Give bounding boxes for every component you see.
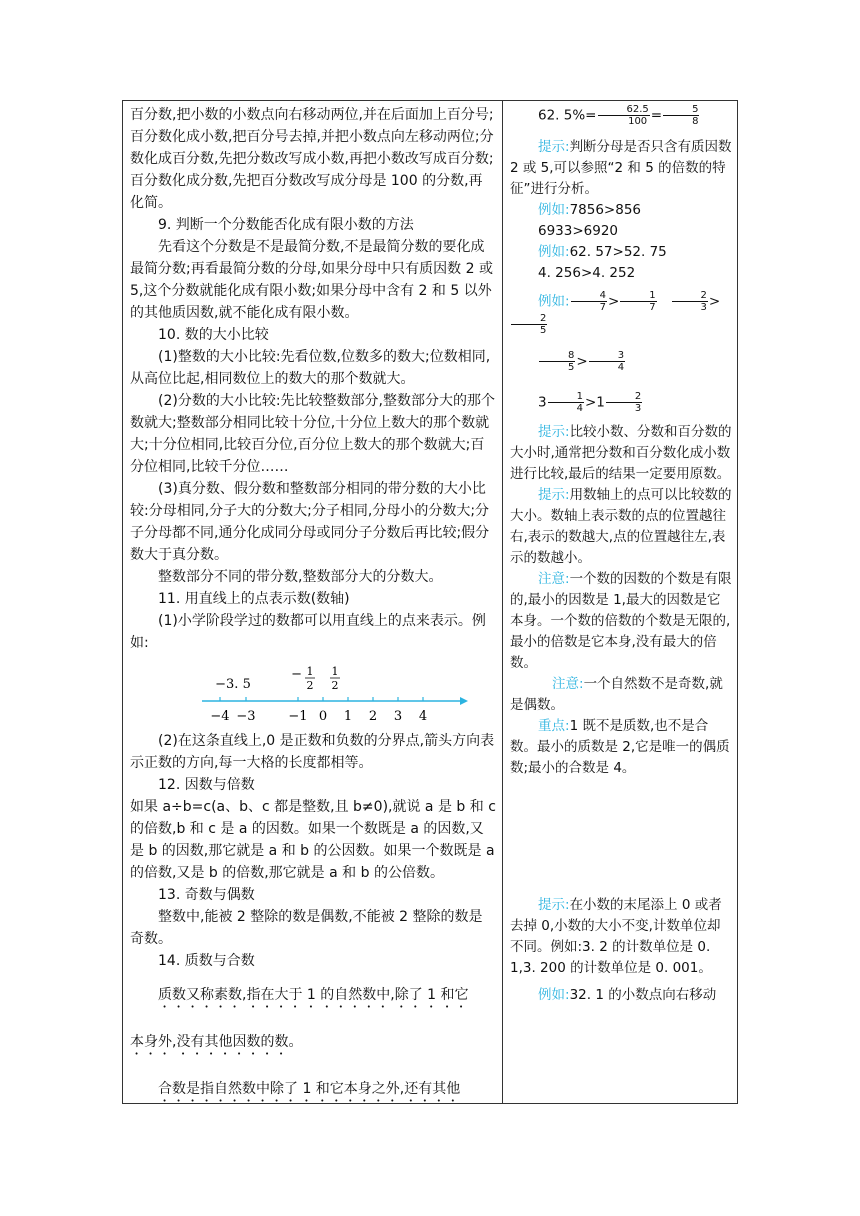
label-half-den-b: 2 [331,679,339,692]
paragraph-11-2: (2)在这条直线上,0 是正数和负数的分界点,箭头方向表示正数的方向,每一大格的长度都相等。 [130,733,495,771]
label-neg-3-5: −3. 5 [215,677,251,692]
paragraph-10-3: (3)真分数、假分数和整数部分相同的带分数的大小比较:分母相同,分子大的分数大;分子相同,分母小的分数大;分子分母都不同,通分化成同分母或同分子分数后再比较;假分数大于真分数。 [130,481,490,563]
example-decimals: 例如:62. 57>52. 75 [538,244,667,260]
label-half-num-a: 1 [306,665,314,678]
svg-text:1: 1 [343,709,353,724]
svg-text:2: 2 [368,709,378,724]
paragraph-14-composite: 合数是指自然数中除了 1 和它本身之外,还有其他 [158,1081,461,1097]
label-half-num-b: 1 [331,665,339,678]
example-fractions: 例如: $\frac{4}{7}$ > $\frac{1}{7}$ $\frac{2}{3}$ > $\frac{2}{5}$ [510,290,732,336]
paragraph-percent-conversion: 百分数,把小数的小数点向右移动两位,并在后面加上百分号;百分数化成小数,把百分号去掉,并把小数点向左移动两位;分数化成百分数,先把分数改写成小数,再把小数改写成百分数;百分数化成分数,先把百分数改写成分母是 100 的分数,再化简。 [130,107,494,211]
label-half-den-a: 2 [306,679,314,692]
paragraph-11-1: (1)小学阶段学过的数都可以用直线上的点来表示。例如: [130,613,486,651]
hint-number-line: 提示:用数轴上的点可以比较数的大小。数轴上表示数的点的位置越往右,表示的数越大,点的位置越往左,表示的数越小。 [510,487,732,566]
paragraph-14-prime-line1: 质数又称素数,指在大于 1 的自然数中,除了 1 和它 [158,987,469,1003]
hint-compare: 提示:比较小数、分数和百分数的大小时,通常把分数和百分数化成小数进行比较,最后的结果一定要用原数。 [510,424,732,482]
paragraph-14-prime-line2: 本身外,没有其他因数的数。 [130,1034,303,1050]
key-prime-composite: 重点:1 既不是质数,也不是合数。最小的质数是 2,它是唯一的偶质数;最小的合数是 4。 [510,718,730,776]
note-factors-multiples: 注意:一个数的因数的个数是有限的,最小的因数是 1,最大的因数是它本身。一个数的倍数的个数是无限的,最小的倍数是它本身,没有最大的倍数。 [510,571,732,671]
svg-text:−: − [291,667,302,682]
example-mixed-numbers: 3 $\frac{1}{4}$ >1 $\frac{2}{3}$ [538,391,642,414]
number-line-tick-labels [210,709,427,724]
example-integers: 例如:7856>856 [538,202,641,218]
heading-9: 9. 判断一个分数能否化成有限小数的方法 [158,217,414,233]
heading-13: 13. 奇数与偶数 [158,887,255,903]
note-odd-even: 注意:一个自然数不是奇数,就是偶数。 [510,676,723,713]
paragraph-9: 先看这个分数是不是最简分数,不是最简分数的要化成最简分数;再看最简分数的分母,如果分母中只有质因数 2 或 5,这个分数就能化成有限小数;如果分母中含有 2 和 5 以外的其他质因数,就不能化成有限小数。 [130,239,493,321]
svg-text:3: 3 [393,709,403,724]
number-line [130,658,496,728]
notes-column [510,104,732,1006]
heading-12: 12. 因数与倍数 [158,777,255,793]
number-line-graphic [130,658,496,728]
svg-text:4: 4 [418,709,428,724]
svg-text:−1: −1 [288,709,308,724]
example-integers-2: 6933>6920 [538,223,619,239]
number-line-arrow [460,697,468,705]
paragraph-12: 如果 a÷b=c(a、b、c 都是整数,且 b≠0),就说 a 是 b 和 c 的倍数,b 和 c 是 a 的因数。如果一个数既是 a 的因数,又是 b 的因数,那它就是 a 和 b 的公因数。如果一个数既是 a 的倍数,又是 b 的倍数,那它就是 a 和 b 的公倍数。 [130,799,496,881]
paragraph-13: 整数中,能被 2 整除的数是偶数,不能被 2 整除的数是奇数。 [130,909,483,947]
svg-text:−4: −4 [210,709,230,724]
example-decimal-shift: 例如:32. 1 的小数点向右移动 [538,987,717,1003]
main-column [130,104,496,1105]
heading-14: 14. 质数与合数 [158,953,255,969]
hint-decimal-zero: 提示:在小数的末尾添上 0 或者去掉 0,小数的大小不变,计数单位却不同。例如:3. 2 的计数单位是 0. 1,3. 200 的计数单位是 0. 001。 [510,897,722,976]
example-improper-fractions: $\frac{8}{5}$ > $\frac{3}{4}$ [510,350,732,373]
heading-11: 11. 用直线上的点表示数(数轴) [158,591,350,607]
paragraph-10-1: (1)整数的大小比较:先看位数,位数多的数大;位数相同,从高位比起,相同数位上的数大的那个数就大。 [130,349,491,387]
svg-text:−3: −3 [236,709,256,724]
heading-10: 10. 数的大小比较 [158,327,269,343]
svg-text:0: 0 [318,709,328,724]
percent-fraction-equation: 62. 5%= $\frac{62.5}{100}$ = $\frac{5}{8}$ [538,104,699,127]
example-decimals-2: 4. 256>4. 252 [538,265,636,281]
column-divider [502,100,503,1104]
paragraph-10-2: (2)分数的大小比较:先比较整数部分,整数部分大的那个数就大;整数部分相同比较十分位,十分位上数大的那个数就大;十分位相同,比较百分位,百分位上数大的那个数就大;百分位相同,比较千分位…… [130,393,495,475]
hint-finite-decimal: 提示:判断分母是否只含有质因数 2 或 5,可以参照“2 和 5 的倍数的特征”进行分析。 [510,139,732,197]
paragraph-10-4: 整数部分不同的带分数,整数部分大的分数大。 [158,569,443,585]
